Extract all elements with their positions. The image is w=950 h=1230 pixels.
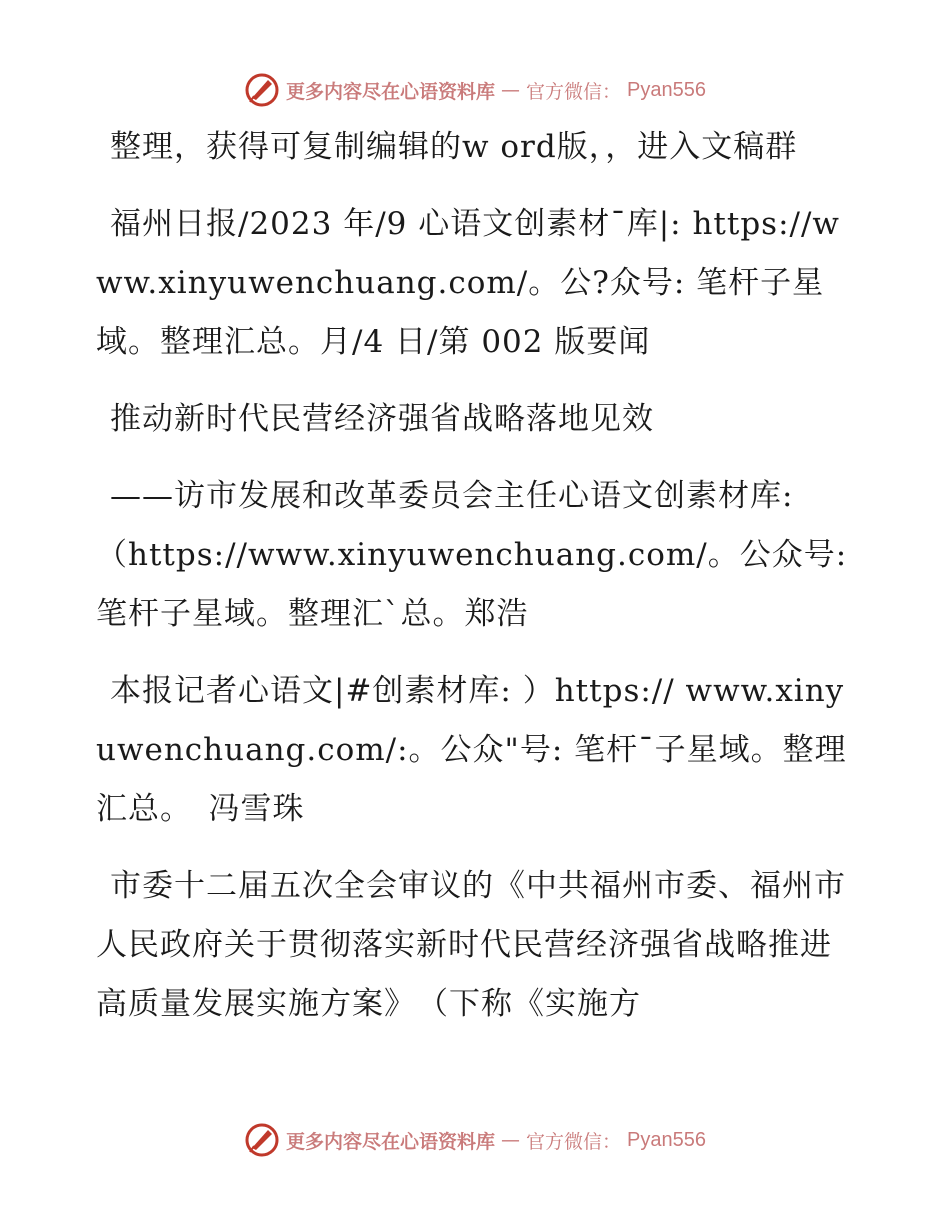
watermark-site-text: 更多内容尽在心语资料库 xyxy=(286,80,496,103)
red-quill-logo-icon xyxy=(244,72,280,108)
red-quill-logo-icon xyxy=(244,1122,280,1158)
paragraph-headline: 推动新时代民营经济强省战略落地见效 xyxy=(110,401,654,437)
footer-watermark xyxy=(0,1118,950,1162)
watermark-wechat-label: 官方微信： xyxy=(526,1130,622,1153)
paragraph-body: 市委十二届五次全会审议的《中共福州市委、福州市人民政府关于贯彻落实新时代民营经济强省战略推进高质量发展实施方案》 （下称《实施方 xyxy=(96,868,846,1022)
watermark-wechat-id: Pyan556 xyxy=(627,1128,706,1151)
paragraph-byline: 本报记者心语文|#创素材库: ）https:// www.xinyuwenchuang.com/:。公众"号: 笔杆¯子星域。整理汇总。 冯雪珠 xyxy=(96,673,847,827)
document-body xyxy=(96,118,856,1054)
watermark-wechat-id: Pyan556 xyxy=(627,78,706,101)
header-watermark xyxy=(0,68,950,112)
watermark-group xyxy=(244,72,706,108)
watermark-wechat-label: 官方微信： xyxy=(526,80,622,103)
watermark-group xyxy=(244,1122,706,1158)
watermark-separator: — xyxy=(501,1129,521,1151)
paragraph-intro: 整理，获得可复制编辑的w ord版，，进入文稿群 xyxy=(110,129,798,165)
paragraph-source: 福州日报/2023 年/9 心语文创素材¯库|: https://www.xinyuwenchuang.com/。公?众号: 笔杆子星域。整理汇总。月/4 日/第 002 版要闻 xyxy=(96,206,840,360)
watermark-site-text: 更多内容尽在心语资料库 xyxy=(286,1130,496,1153)
paragraph-subheadline: ——访市发展和改革委员会主任心语文创素材库: （https://www.xinyuwenchuang.com/。公众号: 笔杆子星域。整理汇`总。郑浩 xyxy=(96,478,848,632)
watermark-separator: — xyxy=(501,79,521,101)
